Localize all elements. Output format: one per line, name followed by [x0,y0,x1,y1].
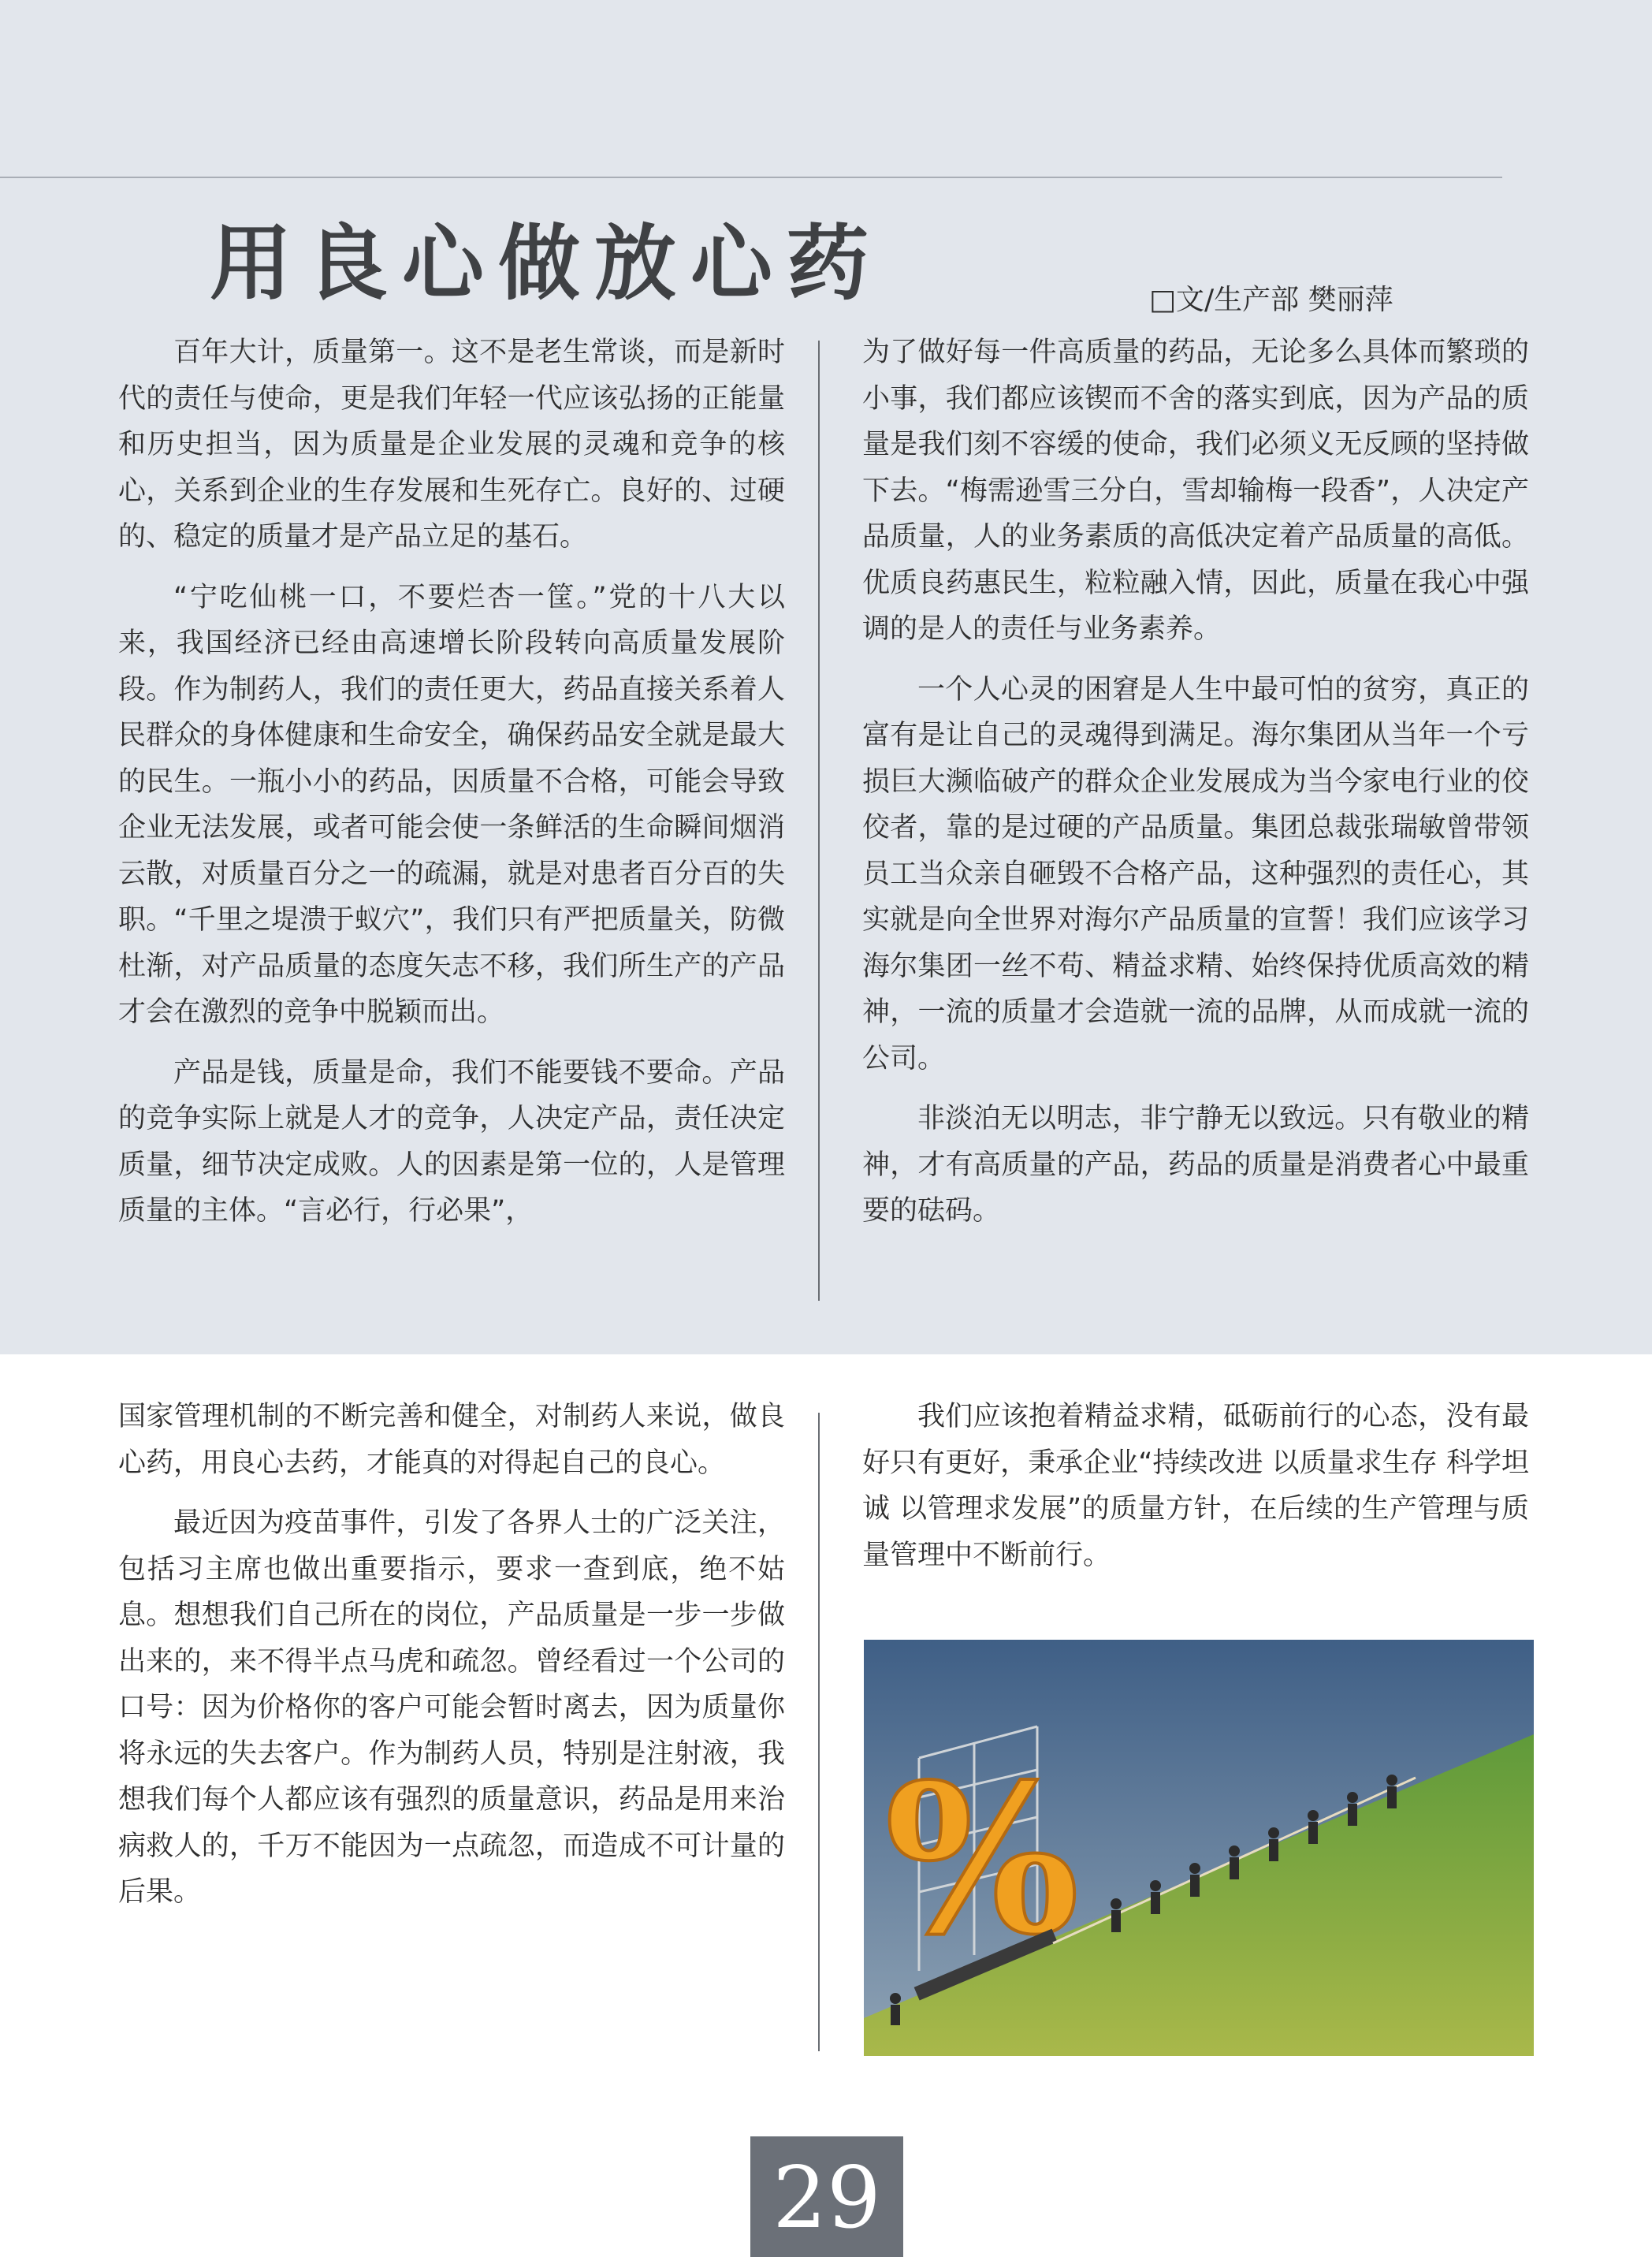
paragraph: 我们应该抱着精益求精，砥砺前行的心态，没有最好只有更好，秉承企业“持续改进 以质量求生存 科学坦诚 以管理求发展”的质量方针，在后续的生产管理与质量管理中不断前行。 [862,1401,1529,1571]
paragraph: “宁吃仙桃一口，不要烂杏一筐。”党的十八大以来，我国经济已经由高速增长阶段转向高质量发展阶段。作为制药人，我们的责任更大，药品直接关系着人民群众的身体健康和生命安全，确保药品安全就是最大的民生。一瓶小小的药品，因质量不合格，可能会导致企业无法发展，或者可能会使一条鲜活的生命瞬间烟消云散，对质量百分之一的疏漏，就是对患者百分百的失职。“千里之堤溃于蚁穴”，我们只有严把质量关，防微杜渐，对产品质量的态度矢志不移，我们所生产的产品才会在激烈的竞争中脱颖而出。 [118,581,785,1028]
column-divider-bottom [818,1413,820,2051]
illustration-percent-sign-hill [864,1640,1534,2056]
paragraph: 一个人心灵的困窘是人生中最可怕的贫穷，真正的富有是让自己的灵魂得到满足。海尔集团从当年一个亏损巨大濒临破产的群众企业发展成为当今家电行业的佼佼者，靠的是过硬的产品质量。集团总裁张瑞敏曾带领员工当众亲自砸毁不合格产品，这种强烈的责任心，其实就是向全世界对海尔产品质量的宣誓！我们应该学习海尔集团一丝不苟、精益求精、始终保持优质高效的精神，一流的质量才会造就一流的品牌，从而成就一流的公司。 [862,673,1529,1074]
article-title: 用良心做放心药 [210,214,884,311]
paragraph: 最近因为疫苗事件，引发了各界人士的广泛关注，包括习主席也做出重要指示，要求一查到底，绝不姑息。想想我们自己所在的岗位，产品质量是一步一步做出来的，来不得半点马虎和疏忽。曾经看过一个公司的口号：因为价格你的客户可能会暂时离去，因为质量你将永远的失去客户。作为制药人员，特别是注射液，我想我们每个人都应该有强烈的质量意识，药品是用来治病救人的，千万不能因为一点疏忽，而造成不可计量的后果。 [118,1507,785,1908]
column-divider-top [818,341,820,1301]
page-number: 29 [772,2149,881,2248]
paragraph: 为了做好每一件高质量的药品，无论多么具体而繁琐的小事，我们都应该锲而不舍的落实到底，因为产品的质量是我们刻不容缓的使命，我们必须义无反顾的坚持做下去。“梅需逊雪三分白，雪却输梅一段香”，人决定产品质量，人的业务素质的高低决定着产品质量的高低。优质良药惠民生，粒粒融入情，因此，质量在我心中强调的是人的责任与业务素养。 [862,337,1529,645]
column-top-right [862,330,1529,1235]
paragraph: 国家管理机制的不断完善和健全，对制药人来说，做良心药，用良心去药，才能真的对得起自己的良心。 [118,1401,785,1479]
article-byline: □文/生产部 樊丽萍 [1149,284,1393,316]
paragraph: 百年大计，质量第一。这不是老生常谈，而是新时代的责任与使命，更是我们年轻一代应该弘扬的正能量和历史担当，因为质量是企业发展的灵魂和竞争的核心，关系到企业的生存发展和生死存亡。良好的、过硬的、稳定的质量才是产品立足的基石。 [118,337,785,553]
header-rule [0,177,1502,178]
percent-sign: % [884,1740,1080,1980]
paragraph: 产品是钱，质量是命，我们不能要钱不要命。产品的竞争实际上就是人才的竞争，人决定产品，责任决定质量，细节决定成败。人的因素是第一位的，人是管理质量的主体。“言必行，行必果”， [118,1056,785,1227]
illustration-svg [864,1640,1534,2056]
column-bottom-right [862,1394,1529,1578]
paragraph: 非淡泊无以明志，非宁静无以致远。只有敬业的精神，才有高质量的产品，药品的质量是消费者心中最重要的砝码。 [862,1103,1529,1227]
page-number-box [750,2136,903,2257]
column-bottom-left [118,1394,785,1916]
column-top-left [118,330,785,1235]
